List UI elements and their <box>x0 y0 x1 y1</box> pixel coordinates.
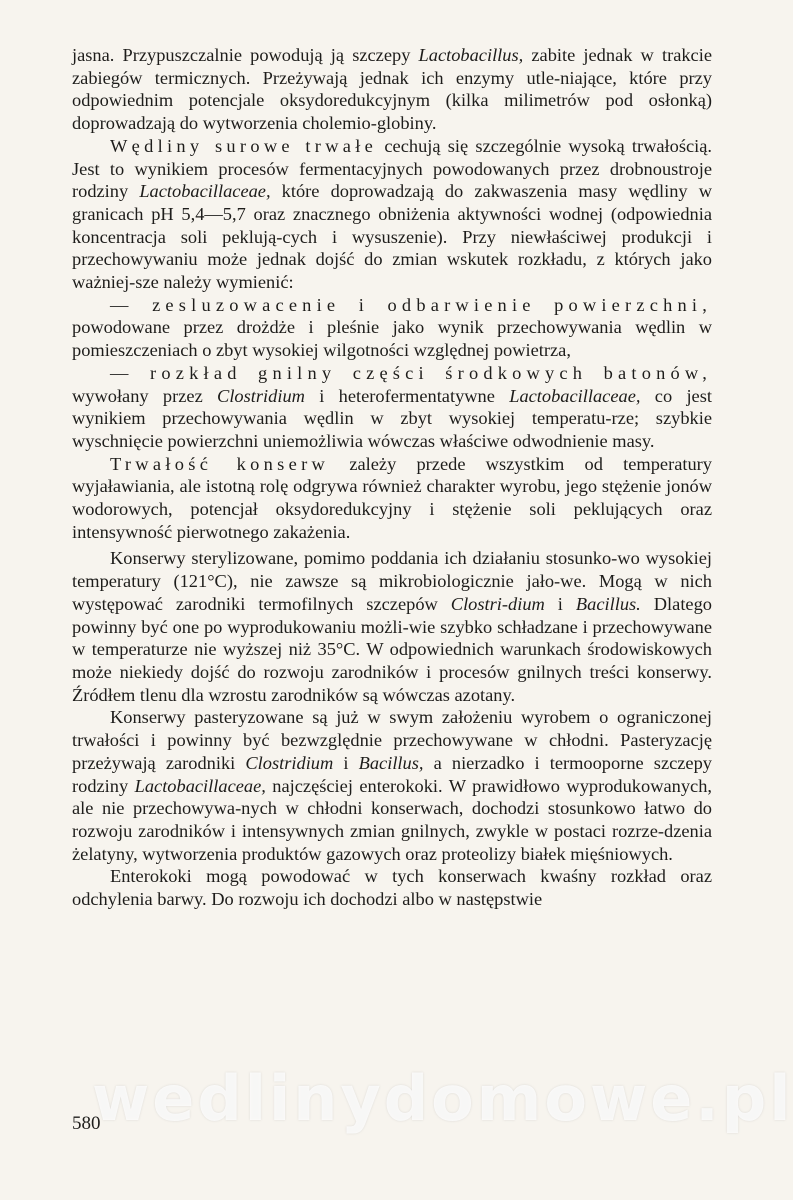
paragraph-canned-durability: Trwałość konserw zależy przede wszystkim od temperatury wyjaławiania, ale istotną rolę odgrywa również charakter wyrobu, jego stężenie jonów wodorowych, potencjał oksydoredukcyjny i stężenie soli peklujących oraz intensywność pierwotnego zakażenia. <box>72 453 712 542</box>
paragraph-sterilized-cans: Konserwy sterylizowane, pomimo poddania ich działaniu stosunko-wo wysokiej temperatury (121°C), nie zawsze są mikrobiologicznie jało-we. Mogą w nich występować zarodniki termofilnych szczepów Clostri-dium i Bacillus. Dlatego powinny być one po wyprodukowaniu możli-wie szybko schładzane i przechowywane w temperaturze nie wyższej niż 35°C. W odpowiednich warunkach środowiskowych może niekiedy dojść do rozwoju zarodników i procesów gnilnych treści konserwy. Źródłem tlenu dla wzrostu zarodników są wówczas azotany. <box>72 548 712 705</box>
paragraph-enterococci: Enterokoki mogą powodować w tych konserwach kwaśny rozkład oraz odchylenia barwy. Do rozwoju ich dochodzi albo w następstwie <box>72 866 712 910</box>
spaced-term: Trwałość konserw <box>110 453 330 474</box>
page-body <box>72 44 712 911</box>
list-item-sliming: — zesluzowacenie i odbarwienie powierzchni, powodowane przez drożdże i pleśnie jako wynik przechowywania wędlin w pomieszczeniach o zbyt wysokiej wilgotności względnej powietrza, <box>72 294 712 361</box>
watermark: wedlinydomowe.pl <box>92 1062 793 1135</box>
spaced-term: — rozkład gnilny części środkowych batonów, <box>110 362 712 383</box>
paragraph-pasteurized-cans: Konserwy pasteryzowane są już w swym założeniu wyrobem o ograniczonej trwałości i powinny być bezwzględnie przechowywane w chłodni. Pasteryzację przeżywają zarodniki Clostridium i Bacillus, a nierzadko i termooporne szczepy rodziny Lactobacillaceae, najczęściej enterokoki. W prawidłowo wyprodukowanych, ale nie przechowywa-nych w chłodni konserwach, dochodzi stosunkowo łatwo do rozwoju zarodników i intensywnych zmian gnilnych, zwykle w postaci rozrze-dzenia żelatyny, wytworzenia produktów gazowych oraz proteolizy białek mięśniowych. <box>72 707 712 864</box>
list-item-putrefaction: — rozkład gnilny części środkowych batonów, wywołany przez Clostridium i heterofermentatywne Lactobacillaceae, co jest wynikiem przechowywania wędlin w zbyt wysokiej temperatu-rze; szybkie wyschnięcie powierzchni uniemożliwia wówczas właściwe odwodnienie masy. <box>72 362 712 451</box>
paragraph-cholemoglobin: jasna. Przypuszczalnie powodują ją szczepy Lactobacillus, zabite jednak w trakcie zabiegów termicznych. Przeżywają jednak ich enzymy utle-niające, które przy odpowiednim potencjale oksydoredukcyjnym (kilka milimetrów pod osłonką) doprowadzają do wytworzenia cholemio-globiny. <box>72 45 712 134</box>
spaced-term: Wędliny surowe trwałe <box>110 135 378 156</box>
paragraph-dry-sausages: Wędliny surowe trwałe cechują się szczególnie wysoką trwałością. Jest to wynikiem procesów fermentacyjnych powodowanych przez drobnoustroje rodziny Lactobacillaceae, które doprowadzają do zakwaszenia masy wędliny w granicach pH 5,4—5,7 oraz znacznego obniżenia aktywności wodnej (odpowiednia koncentracja soli peklują-cych i wysuszenie). Przy niewłaściwej produkcji i przechowywaniu może jednak dojść do zmian wskutek rozkładu, z których jako ważniej-sze należy wymienić: <box>72 135 713 293</box>
spaced-term: — zesluzowacenie i odbarwienie powierzchni, <box>110 294 712 315</box>
page-number: 580 <box>72 1113 101 1134</box>
